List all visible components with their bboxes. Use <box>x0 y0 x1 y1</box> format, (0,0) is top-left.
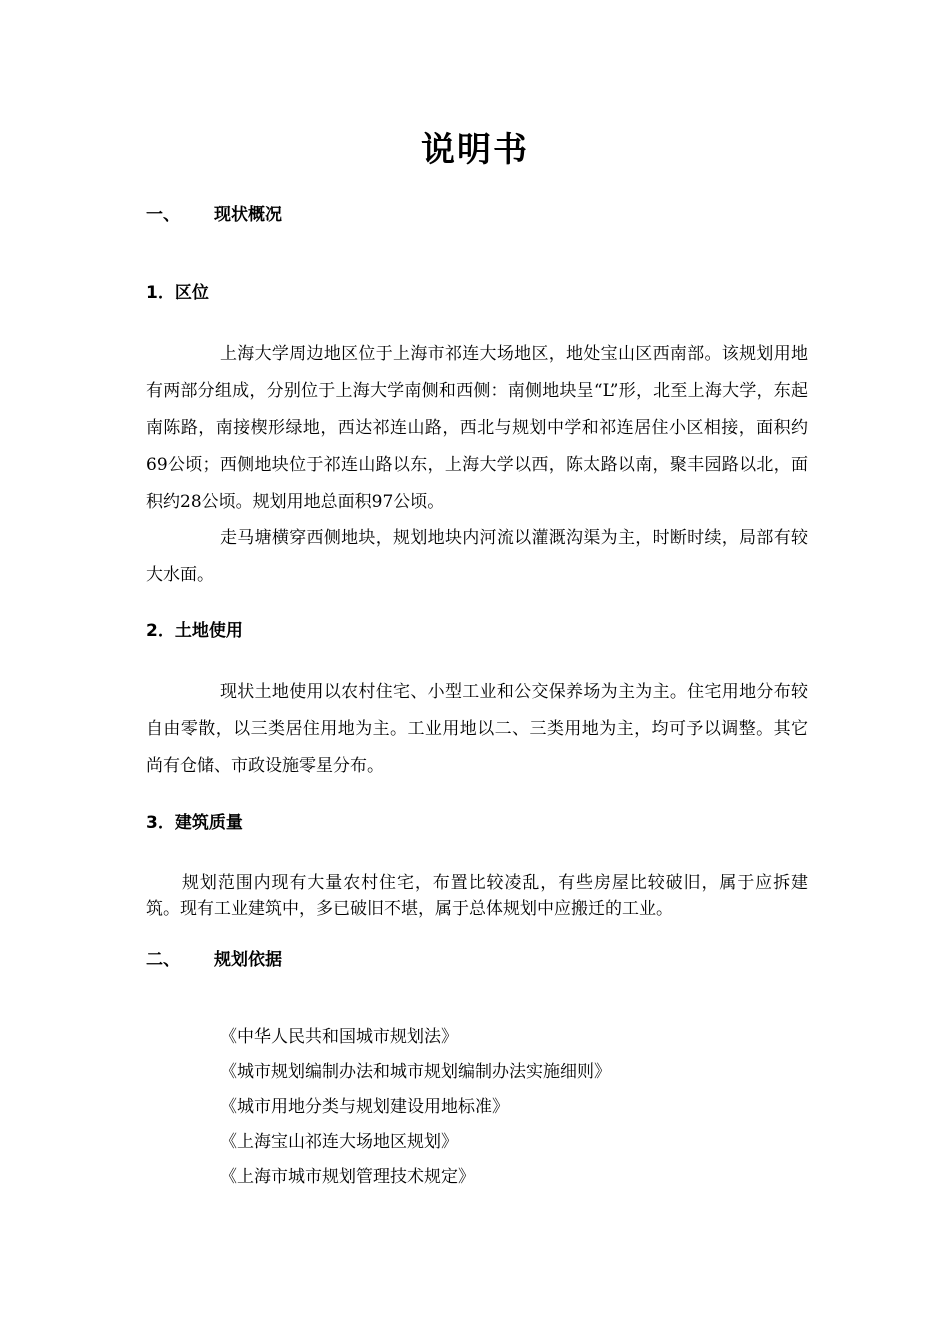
reference-item: 《上海市城市规划管理技术规定》 <box>220 1167 475 1187</box>
reference-item: 《中华人民共和国城市规划法》 <box>220 1027 458 1047</box>
subsection-heading-location: 1．区位 <box>146 283 209 303</box>
page-title: 说明书 <box>421 130 529 170</box>
reference-list <box>220 1020 611 1195</box>
reference-item: 《上海宝山祁连大场地区规划》 <box>220 1132 458 1152</box>
reference-item: 《城市用地分类与规划建设用地标准》 <box>220 1097 509 1117</box>
paragraph-building-quality: 规划范围内现有大量农村住宅，布置比较凌乱，有些房屋比较破旧，属于应拆建筑。现有工业建筑中，多已破旧不堪，属于总体规划中应搬迁的工业。 <box>146 873 808 919</box>
paragraph-location-1: 上海大学周边地区位于上海市祁连大场地区，地处宝山区西南部。该规划用地有两部分组成，分别位于上海大学南侧和西侧：南侧地块呈“L”形，北至上海大学，东起南陈路，南接楔形绿地，西达祁连山路，西北与规划中学和祁连居住小区相接，面积约69公顷；西侧地块位于祁连山路以东，上海大学以西，陈太路以南，聚丰园路以北，面积约28公顷。规划用地总面积97公顷。 <box>146 344 808 512</box>
paragraph-location-2: 走马塘横穿西侧地块，规划地块内河流以灌溉沟渠为主，时断时续，局部有较大水面。 <box>146 528 808 585</box>
section-heading-2 <box>146 947 282 973</box>
section-number: 一、 <box>146 205 180 225</box>
paragraph-land-use: 现状土地使用以农村住宅、小型工业和公交保养场为主为主。住宅用地分布较自由零散，以三类居住用地为主。工业用地以二、三类用地为主，均可予以调整。其它尚有仓储、市政设施零星分布。 <box>146 682 808 776</box>
section-heading-1 <box>146 202 282 228</box>
section-number: 二、 <box>146 950 180 970</box>
subsection-heading-land-use: 2．土地使用 <box>146 621 243 641</box>
section-title: 现状概况 <box>214 205 282 225</box>
subsection-heading-building-quality: 3．建筑质量 <box>146 813 243 833</box>
reference-item: 《城市规划编制办法和城市规划编制办法实施细则》 <box>220 1062 611 1082</box>
section-title: 规划依据 <box>214 950 282 970</box>
